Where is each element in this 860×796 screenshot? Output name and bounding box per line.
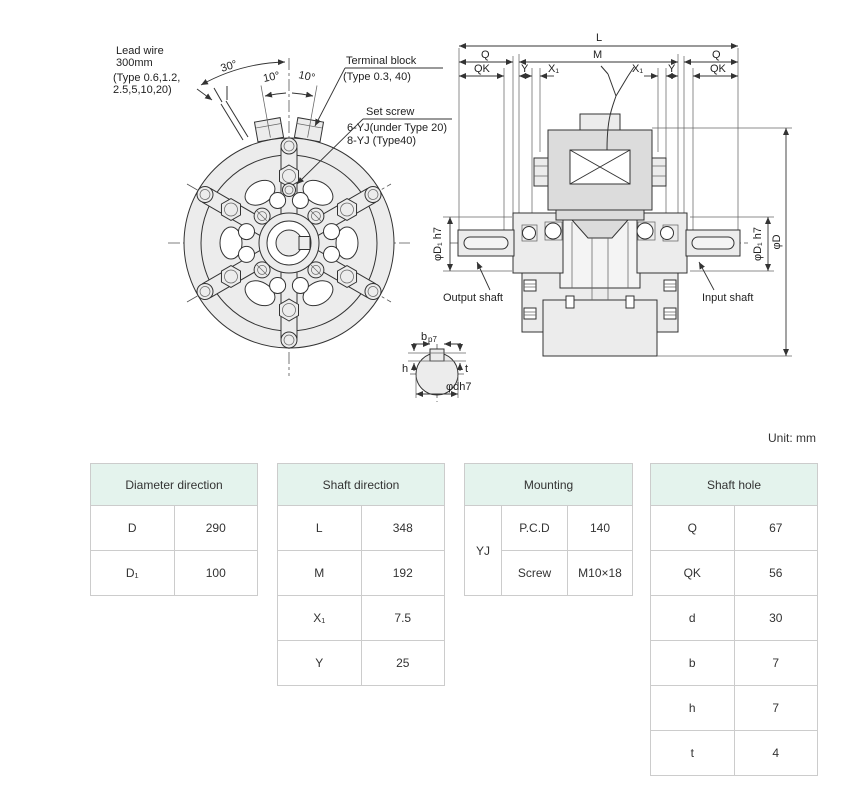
side-body (458, 66, 740, 356)
bearing-ball (545, 223, 561, 239)
table-row (651, 551, 818, 596)
dim-q-right-label: Q (712, 49, 721, 61)
stator-ear-left (534, 158, 548, 186)
row-value-cell: 56 (734, 551, 818, 596)
table-row (278, 551, 445, 596)
row-label-cell: Screw (502, 551, 568, 596)
row-label-cell: D₁ (91, 551, 175, 596)
set-screw-label-line1: Set screw (366, 106, 415, 118)
table-title: Shaft hole (651, 464, 818, 506)
row-label-cell: b (651, 641, 735, 686)
output-shaft-leader (477, 262, 490, 290)
dim-y-left-label: Y (521, 63, 529, 75)
dia-d-label: φD (771, 234, 783, 250)
row-value-cell: 192 (361, 551, 445, 596)
hub (259, 213, 319, 273)
bearing-ball (661, 227, 674, 240)
row-label-cell: M (278, 551, 362, 596)
set-screw-label-line3: 8-YJ (Type40) (347, 135, 417, 147)
dim-y-right-label: Y (668, 63, 676, 75)
lead-wire-label-line1: Lead wire (116, 45, 164, 57)
row-value-cell: 348 (361, 506, 445, 551)
row-label-cell: P.C.D (502, 506, 568, 551)
top-cap (580, 114, 620, 130)
table-row (465, 506, 633, 551)
lead-wire-label-line2: 300mm (116, 57, 153, 69)
table-row (651, 596, 818, 641)
table-row (278, 641, 445, 686)
row-label-cell: D (91, 506, 175, 551)
angle-10-left-label: 10° (262, 69, 281, 85)
table-row (91, 506, 258, 551)
row-label-cell: X₁ (278, 596, 362, 641)
lead-wire (197, 86, 248, 140)
row-label-cell: h (651, 686, 735, 731)
angle-30-label: 30° (219, 58, 239, 75)
dim-qk-left-label: QK (474, 63, 490, 75)
dia-d1-right-label: φD₁ h7 (752, 226, 764, 262)
table-row (278, 506, 445, 551)
front-view (113, 45, 452, 376)
dim-qk-right-label: QK (710, 63, 726, 75)
dia-d1-left-label: φD₁ h7 (432, 226, 444, 262)
hub-keyway (299, 237, 310, 250)
dim-q-left-label: Q (481, 49, 490, 61)
dim-h-label: h (402, 363, 409, 375)
unit-label: Unit: mm (768, 431, 816, 445)
row-value-cell: 7.5 (361, 596, 445, 641)
shaft-hole-detail (402, 331, 472, 402)
bearing-ball (523, 227, 536, 240)
row-value-cell: 25 (361, 641, 445, 686)
lead-wire-label-line4: 2.5,5,10,20) (113, 84, 172, 96)
row-value-cell: 140 (568, 506, 633, 551)
dim-x1-left-label: X₁ (548, 63, 560, 75)
table-row (651, 641, 818, 686)
table-row (651, 731, 818, 776)
bearing-ball (637, 223, 653, 239)
row-value-cell: 30 (734, 596, 818, 641)
row-value-cell: M10×18 (568, 551, 633, 596)
row-value-cell: 290 (174, 506, 258, 551)
set-screw (283, 184, 296, 197)
row-label-cell: d (651, 596, 735, 641)
output-shaft-label: Output shaft (443, 292, 503, 304)
output-shaft-keyway (464, 237, 508, 249)
row-label-cell: Q (651, 506, 735, 551)
diameter-direction-table (90, 463, 258, 596)
row-label-cell: t (651, 731, 735, 776)
dim-l-label: L (596, 32, 603, 44)
row-value-cell: 7 (734, 641, 818, 686)
table-title: Diameter direction (91, 464, 258, 506)
input-shaft-label: Input shaft (702, 292, 754, 304)
row-value-cell: 100 (174, 551, 258, 596)
lead-wire-label-line3: (Type 0.6,1.2, (113, 72, 181, 84)
table-row (91, 551, 258, 596)
shaft-direction-table (277, 463, 445, 686)
dim-b-sub-label: p7 (428, 335, 437, 344)
keyway-notch (430, 349, 444, 361)
dim-dia-label: φdh7 (446, 381, 472, 393)
input-shaft-keyway (692, 237, 734, 249)
mounting-table (464, 463, 633, 596)
row-label-cell: L (278, 506, 362, 551)
angle-10-right-label: 10° (297, 69, 317, 85)
row-value-cell: 67 (734, 506, 818, 551)
stator-ear-right (652, 158, 666, 186)
table-title: Mounting (465, 464, 633, 506)
dim-m-label: M (593, 49, 603, 61)
group-label-cell: YJ (465, 506, 502, 596)
terminal-block-label-line2: (Type 0.3, 40) (343, 71, 411, 83)
row-label-cell: QK (651, 551, 735, 596)
terminal-block-leader (315, 68, 345, 126)
row-value-cell: 4 (734, 731, 818, 776)
set-screw-label-line2: 6-YJ(under Type 20) (347, 122, 448, 134)
shaft-hole-table (650, 463, 818, 776)
dim-b-label: b (421, 331, 428, 343)
dim-t-label: t (465, 363, 469, 375)
input-shaft-leader (699, 262, 714, 290)
lower-column (543, 300, 657, 356)
side-view (432, 32, 792, 356)
table-row (651, 686, 818, 731)
row-label-cell: Y (278, 641, 362, 686)
table-title: Shaft direction (278, 464, 445, 506)
table-row (278, 596, 445, 641)
table-row (651, 506, 818, 551)
terminal-block-label-line1: Terminal block (346, 55, 417, 67)
dim-x1-right-label: X₁ (632, 63, 644, 75)
row-value-cell: 7 (734, 686, 818, 731)
armature-plate (556, 210, 644, 220)
